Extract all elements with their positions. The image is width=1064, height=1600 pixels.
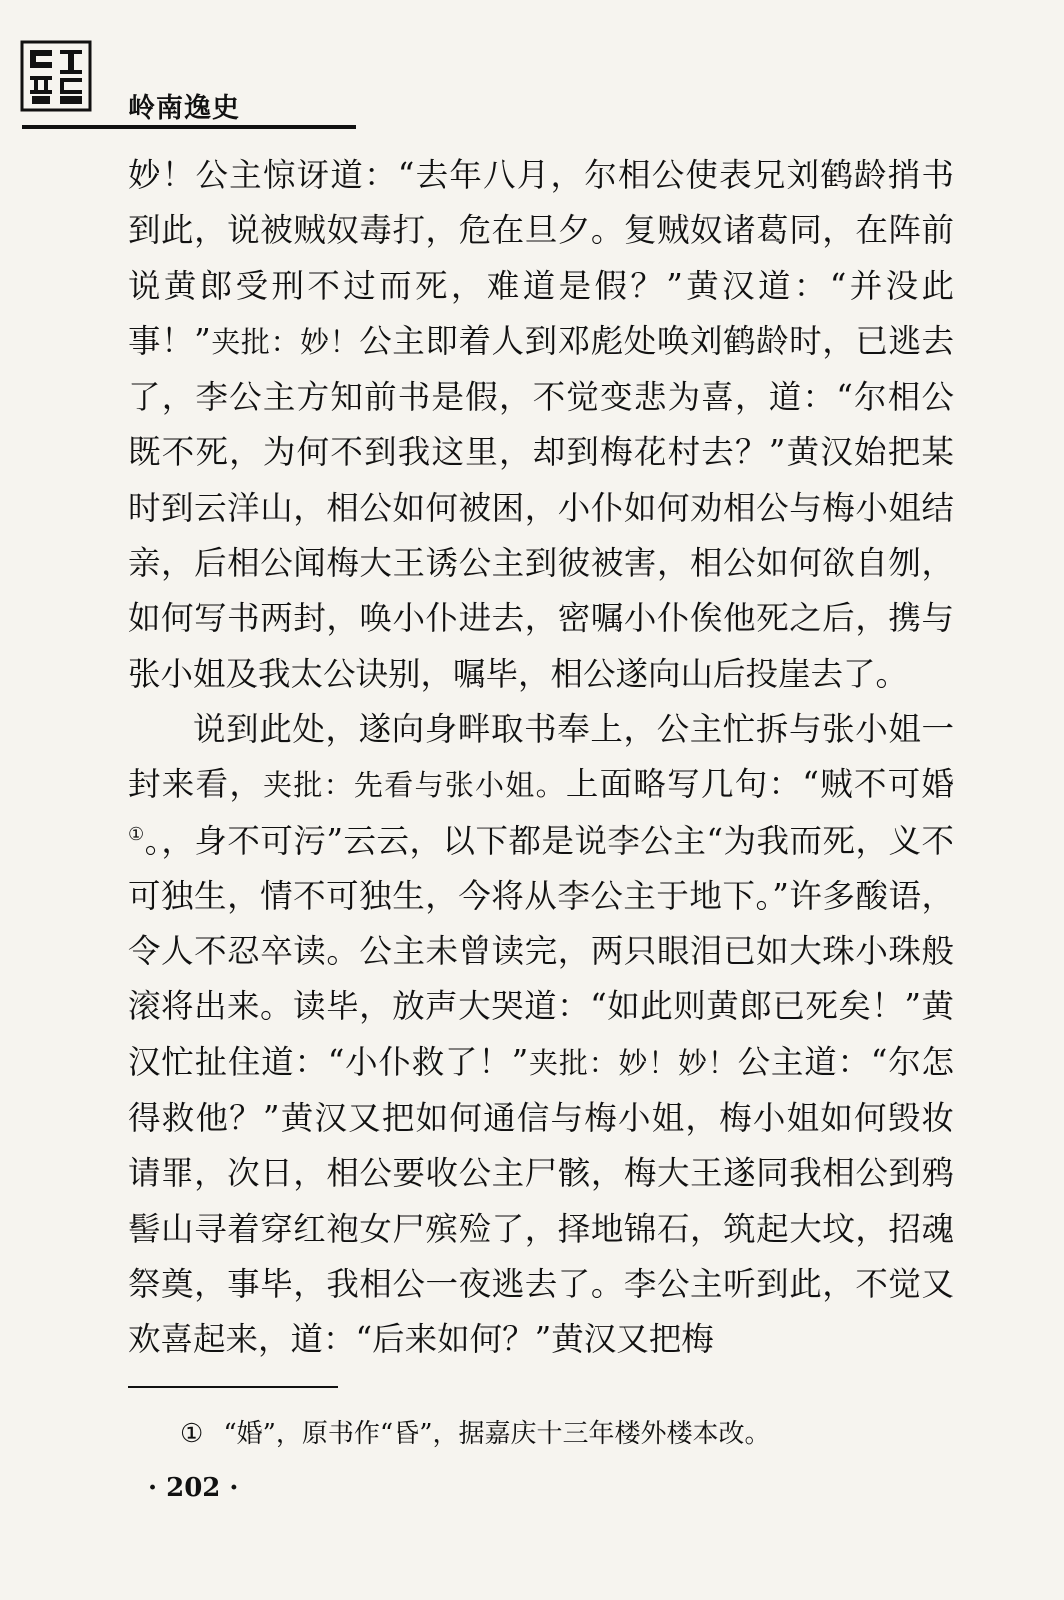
footnote-text: “婚”，原书作“昏”，据嘉庆十三年楼外楼本改。 (223, 1419, 771, 1449)
text-run: 说到此处，遂向身畔取书奉上，公主忙拆与张小姐一封来看， (128, 709, 954, 804)
paragraph (128, 148, 954, 702)
interlinear-comment: 夹批：妙！ (210, 324, 360, 359)
footnote (180, 1417, 770, 1451)
footnote-reference: ① (128, 823, 145, 845)
text-run: 妙！公主惊讶道：“去年八月，尔相公使表兄刘鹤龄捎书到此，说被贼奴毒打，危在旦夕。复贼奴诸葛同，在阵前说黄郎受刑不过而死，难道是假？”黄汉道：“并没此事！” (128, 156, 954, 360)
text-run: 公主道：“尔怎得救他？”黄汉又把如何通信与梅小姐，梅小姐如何毁妆请罪，次日，相公要收公主尸骸，梅大王遂同我相公到鸦髻山寻着穿红袍女尸殡殓了，择地锦石，筑起大坟，招魂祭奠，事毕，我相公一夜逃去了。李公主听到此，不觉又欢喜起来，道：“后来如何？”黄汉又把梅 (128, 1042, 954, 1359)
text-run: 公主即着人到邓彪处唤刘鹤龄时，已逃去了，李公主方知前书是假，不觉变悲为喜，道：“尔相公既不死，为何不到我这里，却到梅花村去？”黄汉始把某时到云洋山，相公如何被困，小仆如何劝相公与梅小姐结亲，后相公闻梅大王诱公主到彼被害，相公如何欲自刎，如何写书两封，唤小仆进去，密嘱小仆俟他死之后，携与张小姐及我太公诀别，嘱毕，相公遂向山后投崖去了。 (128, 321, 954, 693)
running-header-title: 岭南逸史 (128, 93, 240, 124)
page-number: · 202 · (148, 1473, 239, 1503)
interlinear-comment: 夹批：妙！妙！ (528, 1045, 738, 1080)
header-rule (22, 125, 356, 129)
footnote-marker: ① (180, 1419, 204, 1449)
paragraph (128, 702, 954, 1368)
main-text (128, 148, 954, 1368)
text-run: 上面略写几句：“贼不可婚 (565, 765, 954, 804)
text-run: 。，身不可污”云云，以下都是说李公主“为我而死，义不可独生，情不可独生，今将从李公主于地下。”许多酸语，令人不忍卒读。公主未曾读完，两只眼泪已如大珠小珠般滚将出来。读毕，放声大哭道：“如此则黄郎已死矣！”黄汉忙扯住道：“小仆救了！” (128, 821, 955, 1081)
seal-logo-icon (20, 40, 92, 112)
footnote-rule (128, 1386, 338, 1388)
interlinear-comment: 夹批：先看与张小姐。 (263, 768, 566, 803)
